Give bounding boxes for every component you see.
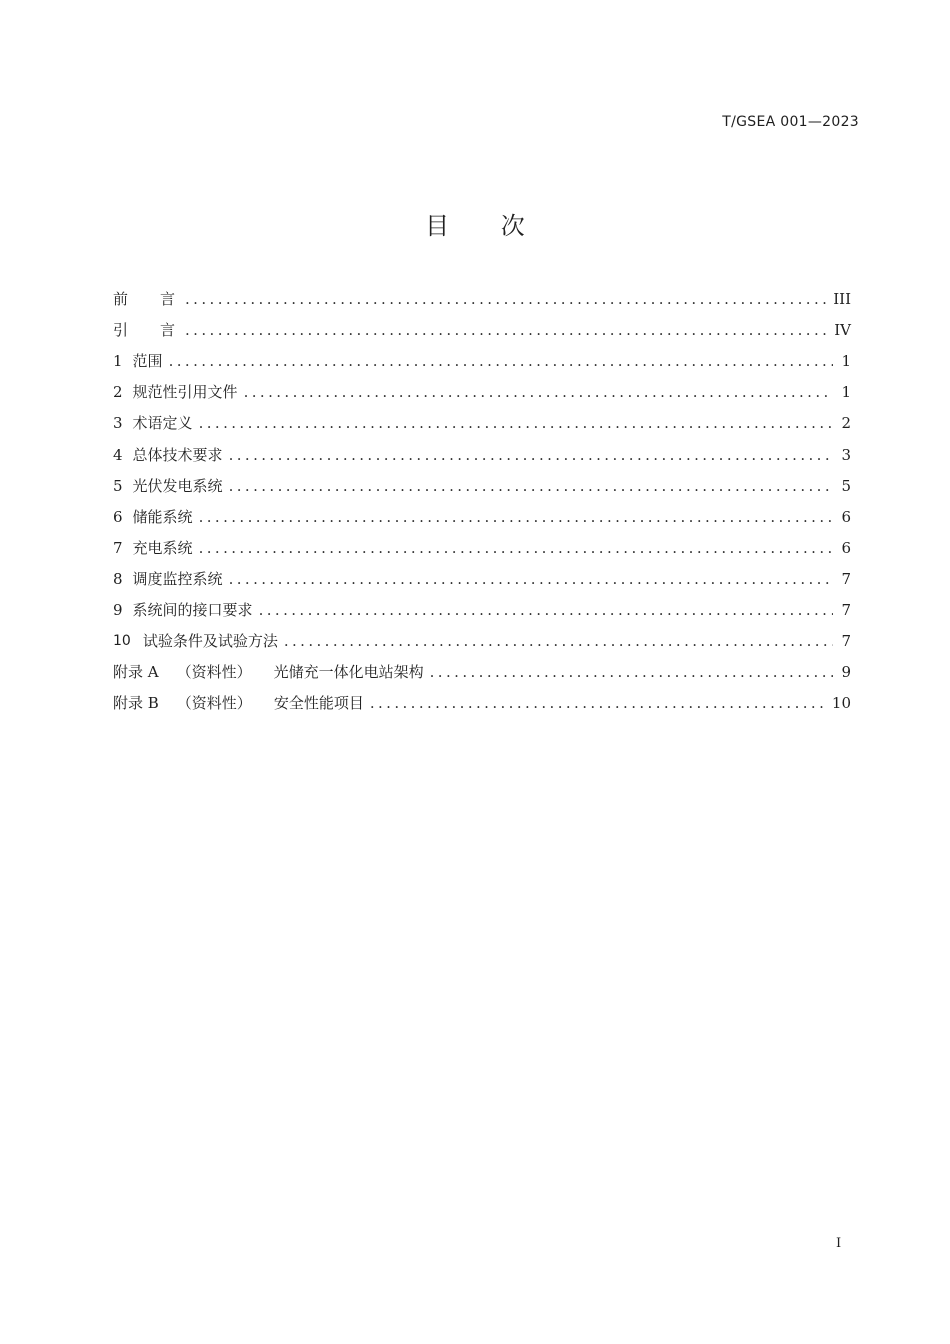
page-number: I <box>836 1236 842 1251</box>
toc-entry-number: 8 <box>113 569 123 588</box>
toc-entry-1[interactable] <box>113 346 851 377</box>
toc-entry-label: 充电系统 <box>132 538 193 557</box>
toc-entry-label: 前言 <box>113 290 208 309</box>
toc-leader-dots <box>244 377 833 408</box>
toc-leader-dots <box>370 688 826 719</box>
toc-leader-dots <box>185 315 828 346</box>
toc-leader-dots <box>185 284 827 315</box>
toc-entry-label: 光伏发电系统 <box>132 476 223 495</box>
standard-code: T/GSEA 001—2023 <box>722 114 859 130</box>
toc-entry-introduction[interactable] <box>113 315 851 346</box>
toc-entry-label: 规范性引用文件 <box>132 383 238 402</box>
toc-leader-dots <box>430 657 833 688</box>
toc-entry-label: 系统间的接口要求 <box>132 600 253 619</box>
toc-entry-label: 总体技术要求 <box>132 445 223 464</box>
toc-entry-7[interactable] <box>113 533 851 564</box>
appendix-type: （资料性） <box>176 663 252 682</box>
toc-entry-4[interactable] <box>113 439 851 470</box>
toc-entry-label: 储能系统 <box>132 507 193 526</box>
toc-entry-2[interactable] <box>113 377 851 408</box>
toc-entry-page: 1 <box>841 383 851 402</box>
toc-entry-label: 调度监控系统 <box>132 569 223 588</box>
toc-entry-10[interactable] <box>113 626 851 657</box>
toc-entry-number: 10 <box>113 633 131 650</box>
appendix-prefix: 附录 B <box>113 694 159 713</box>
toc-entry-page: 7 <box>841 569 851 588</box>
toc-entry-page: IV <box>834 321 851 340</box>
table-of-contents <box>113 284 851 719</box>
toc-entry-page: 6 <box>841 538 851 557</box>
toc-leader-dots <box>199 502 833 533</box>
toc-entry-page: 3 <box>841 445 851 464</box>
toc-entry-page: 6 <box>841 507 851 526</box>
toc-entry-foreword[interactable] <box>113 284 851 315</box>
toc-entry-number: 1 <box>113 352 123 371</box>
toc-entry-5[interactable] <box>113 471 851 502</box>
toc-entry-label: 术语定义 <box>132 414 193 433</box>
toc-entry-number: 7 <box>113 538 123 557</box>
toc-entry-appendix-a[interactable] <box>113 657 851 688</box>
toc-entry-label: 试验条件及试验方法 <box>142 632 278 651</box>
toc-leader-dots <box>229 564 833 595</box>
toc-leader-dots <box>229 471 833 502</box>
toc-leader-dots <box>284 626 833 657</box>
appendix-type: （资料性） <box>176 694 252 713</box>
toc-entry-page: 2 <box>841 414 851 433</box>
toc-entry-page: 10 <box>831 694 851 713</box>
toc-entry-number: 5 <box>113 476 123 495</box>
toc-entry-number: 2 <box>113 383 123 402</box>
toc-leader-dots <box>199 408 833 439</box>
toc-entry-label: 光储充一体化电站架构 <box>273 663 424 682</box>
toc-entry-page: 7 <box>841 632 851 651</box>
toc-entry-number: 3 <box>113 414 123 433</box>
toc-entry-label: 引言 <box>113 321 208 340</box>
toc-entry-page: 7 <box>841 600 851 619</box>
toc-entry-9[interactable] <box>113 595 851 626</box>
toc-entry-8[interactable] <box>113 564 851 595</box>
toc-leader-dots <box>199 533 833 564</box>
appendix-prefix: 附录 A <box>113 663 159 682</box>
toc-entry-number: 9 <box>113 600 123 619</box>
toc-entry-page: 5 <box>841 476 851 495</box>
toc-leader-dots <box>229 440 833 471</box>
toc-leader-dots <box>259 595 833 626</box>
toc-entry-label: 安全性能项目 <box>273 694 364 713</box>
toc-entry-page: 9 <box>841 663 851 682</box>
toc-leader-dots <box>169 346 833 377</box>
page-title: 目 次 <box>425 212 547 240</box>
toc-entry-page: III <box>833 290 851 309</box>
toc-entry-page: 1 <box>841 352 851 371</box>
toc-entry-6[interactable] <box>113 502 851 533</box>
toc-entry-appendix-b[interactable] <box>113 688 851 719</box>
toc-entry-number: 4 <box>113 445 123 464</box>
toc-entry-number: 6 <box>113 507 123 526</box>
toc-entry-3[interactable] <box>113 408 851 439</box>
toc-entry-label: 范围 <box>132 352 163 371</box>
